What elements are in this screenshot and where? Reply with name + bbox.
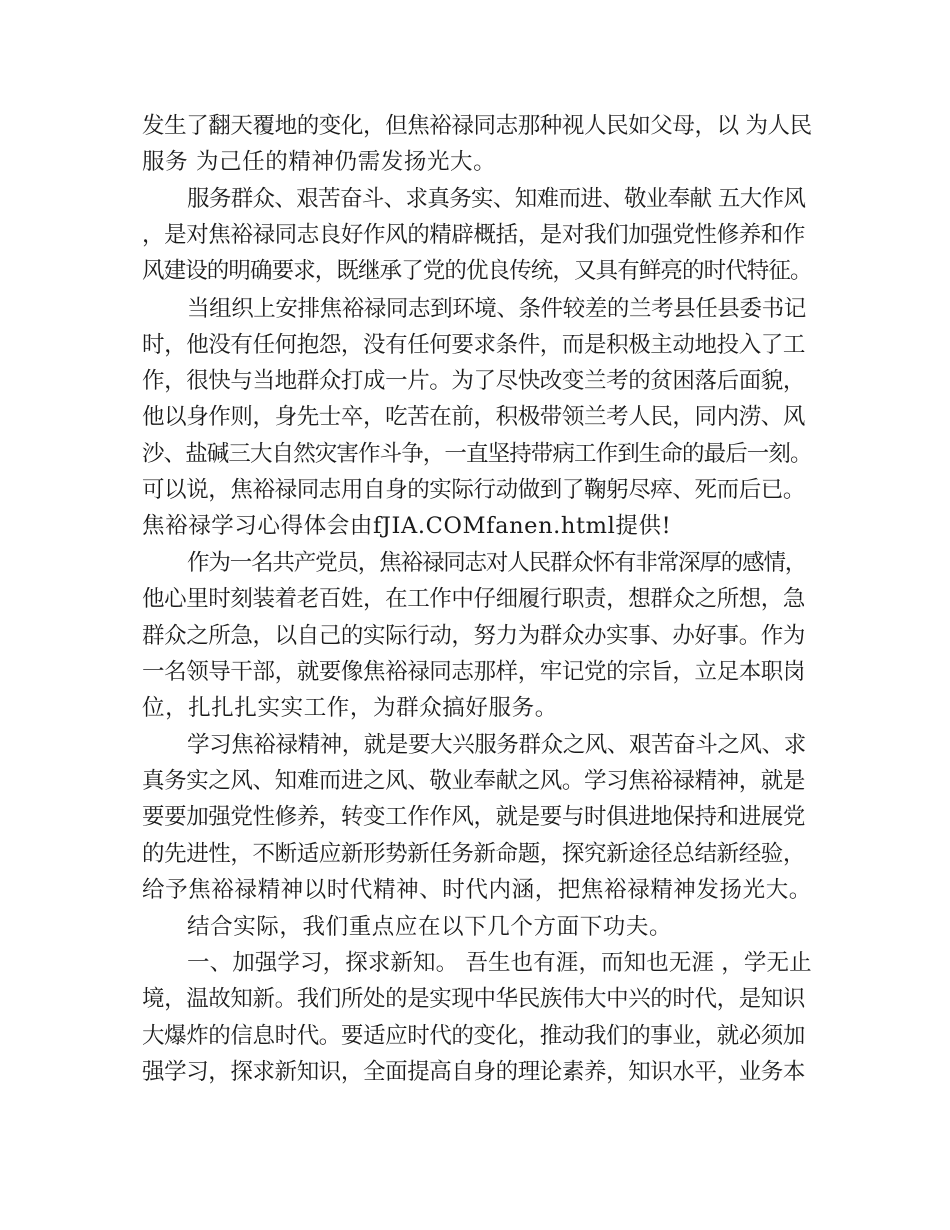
text-line: 可以说，焦裕禄同志用自身的实际行动做到了鞠躬尽瘁、死而后已。 bbox=[142, 477, 806, 503]
text-line: 他以身作则，身先士卒，吃苦在前，积极带领兰考人民，同内涝、风 bbox=[142, 404, 806, 430]
text-line: 发生了翻天覆地的变化，但焦裕禄同志那种视人民如父母，以 为人民 bbox=[142, 113, 812, 139]
text-line: 的先进性，不断适应新形势新任务新命题，探究新途径总结新经验， bbox=[142, 841, 806, 867]
text-line: 强学习，探求新知识，全面提高自身的理论素养，知识水平，业务本 bbox=[142, 1059, 806, 1085]
text-line: 时，他没有任何抱怨，没有任何要求条件，而是积极主动地投入了工 bbox=[142, 332, 806, 358]
text-line: 群众之所急，以自己的实际行动，努力为群众办实事、办好事。作为 bbox=[142, 623, 806, 649]
text-line: 一名领导干部，就要像焦裕禄同志那样，牢记党的宗旨，立足本职岗 bbox=[142, 659, 806, 685]
text-line: 境，温故知新。我们所处的是实现中华民族伟大中兴的时代，是知识 bbox=[142, 986, 806, 1012]
text-line: ，是对焦裕禄同志良好作风的精辟概括，是对我们加强党性修养和作 bbox=[142, 222, 806, 248]
paragraph-start-line: 一、加强学习，探求新知。 吾生也有涯，而知也无涯 ，学无止 bbox=[187, 950, 812, 976]
source-note-line: 焦裕禄学习心得体会由fJIA.COMfanen.html提供! bbox=[142, 513, 672, 539]
text-line: 真务实之风、知难而进之风、敬业奉献之风。学习焦裕禄精神，就是 bbox=[142, 768, 806, 794]
paragraph-start-line: 服务群众、艰苦奋斗、求真务实、知难而进、敬业奉献 五大作风 bbox=[187, 186, 806, 212]
text-line: 要要加强党性修养，转变工作作风，就是要与时俱进地保持和进展党 bbox=[142, 804, 806, 830]
paragraph-start-line: 作为一名共产党员，焦裕禄同志对人民群众怀有非常深厚的感情， bbox=[187, 550, 807, 576]
paragraph-start-line: 当组织上安排焦裕禄同志到环境、条件较差的兰考县任县委书记 bbox=[187, 296, 806, 322]
text-line: 沙、盐碱三大自然灾害作斗争，一直坚持带病工作到生命的最后一刻。 bbox=[142, 441, 812, 467]
paragraph-start-line: 结合实际，我们重点应在以下几个方面下功夫。 bbox=[187, 914, 673, 940]
text-line: 位，扎扎扎实实工作，为群众搞好服务。 bbox=[142, 695, 558, 721]
text-line: 大爆炸的信息时代。要适应时代的变化，推动我们的事业，就必须加 bbox=[142, 1023, 806, 1049]
text-line: 风建设的明确要求，既继承了党的优良传统，又具有鲜亮的时代特征。 bbox=[142, 258, 812, 284]
text-line: 给予焦裕禄精神以时代精神、时代内涵，把焦裕禄精神发扬光大。 bbox=[142, 877, 812, 903]
text-line: 服务 为己任的精神仍需发扬光大。 bbox=[142, 149, 497, 175]
text-line: 作，很快与当地群众打成一片。为了尽快改变兰考的贫困落后面貌， bbox=[142, 368, 806, 394]
paragraph-start-line: 学习焦裕禄精神，就是要大兴服务群众之风、艰苦奋斗之风、求 bbox=[187, 732, 806, 758]
text-line: 他心里时刻装着老百姓，在工作中仔细履行职责，想群众之所想，急 bbox=[142, 586, 806, 612]
